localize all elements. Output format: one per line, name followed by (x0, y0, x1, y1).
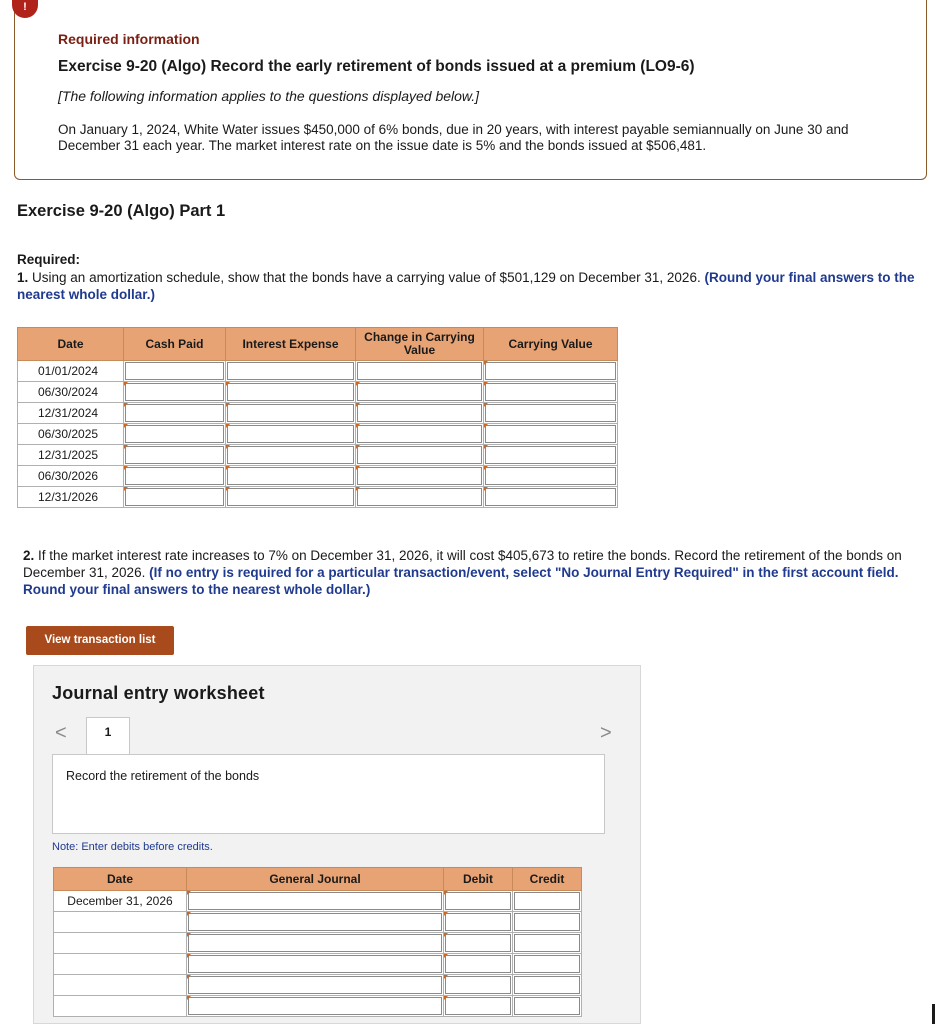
next-arrow-icon[interactable]: > (600, 722, 612, 744)
table-row (18, 466, 618, 487)
journal-date-cell (54, 933, 187, 954)
question-2-instruction: (If no entry is required for a particular transaction/event, select "No Journal Entry Required" in the first account field. Round your final answers to the nearest whole dollar.) (23, 565, 899, 597)
date-cell: 12/31/2024 (18, 403, 124, 424)
date-cell: 12/31/2026 (18, 487, 124, 508)
cash-paid-input[interactable] (124, 466, 226, 487)
date-cell: 01/01/2024 (18, 361, 124, 382)
credit-input[interactable] (513, 912, 582, 933)
credit-input[interactable] (513, 933, 582, 954)
col-header-change-in-carrying-value: Change in Carrying Value (356, 328, 484, 361)
journal-row (54, 975, 582, 996)
col-header-date: Date (18, 328, 124, 361)
journal-col-credit: Credit (513, 868, 582, 891)
interest-expense-input[interactable] (226, 424, 356, 445)
question-2 (23, 547, 903, 598)
question-1-instruction: (Round your final answers to the nearest whole dollar.) (17, 270, 915, 302)
journal-row (54, 996, 582, 1017)
cash-paid-input[interactable] (124, 403, 226, 424)
view-transaction-list-button[interactable]: View transaction list (26, 626, 174, 655)
account-select[interactable] (187, 975, 444, 996)
exercise-title: Exercise 9-20 (Algo) Record the early retirement of bonds issued at a premium (LO9-6) (58, 58, 695, 75)
table-row (18, 361, 618, 382)
change-carrying-value-input[interactable] (356, 403, 484, 424)
carrying-value-input[interactable] (484, 424, 618, 445)
question-1-number: 1. (17, 270, 29, 285)
interest-expense-input[interactable] (226, 382, 356, 403)
table-row (18, 424, 618, 445)
question-1 (17, 269, 917, 303)
change-carrying-value-input[interactable] (356, 361, 484, 382)
carrying-value-input[interactable] (484, 445, 618, 466)
amortization-schedule-table (17, 327, 618, 508)
entry-description-box (52, 754, 605, 834)
date-cell: 06/30/2024 (18, 382, 124, 403)
account-select[interactable] (187, 891, 444, 912)
change-carrying-value-input[interactable] (356, 487, 484, 508)
cash-paid-input[interactable] (124, 424, 226, 445)
interest-expense-input[interactable] (226, 487, 356, 508)
carrying-value-input[interactable] (484, 466, 618, 487)
date-cell: 06/30/2025 (18, 424, 124, 445)
following-info-note: [The following information applies to the questions displayed below.] (58, 88, 480, 104)
journal-row (54, 891, 582, 912)
debit-input[interactable] (444, 933, 513, 954)
required-label: Required: (17, 252, 81, 267)
table-row (18, 382, 618, 403)
table-row (18, 403, 618, 424)
credit-input[interactable] (513, 954, 582, 975)
journal-col-debit: Debit (444, 868, 513, 891)
journal-date-cell (54, 996, 187, 1017)
journal-date-cell (54, 954, 187, 975)
cash-paid-input[interactable] (124, 445, 226, 466)
journal-worksheet-title: Journal entry worksheet (52, 683, 265, 703)
table-row (18, 445, 618, 466)
col-header-cash-paid: Cash Paid (124, 328, 226, 361)
part-title: Exercise 9-20 (Algo) Part 1 (17, 202, 226, 220)
cash-paid-input[interactable] (124, 361, 226, 382)
credit-input[interactable] (513, 891, 582, 912)
carrying-value-input[interactable] (484, 361, 618, 382)
table-row (18, 487, 618, 508)
credit-input[interactable] (513, 975, 582, 996)
journal-row (54, 933, 582, 954)
col-header-interest-expense: Interest Expense (226, 328, 356, 361)
account-select[interactable] (187, 954, 444, 975)
journal-col-general-journal: General Journal (187, 868, 444, 891)
debits-before-credits-note: Note: Enter debits before credits. (52, 841, 213, 853)
carrying-value-input[interactable] (484, 382, 618, 403)
col-header-carrying-value: Carrying Value (484, 328, 618, 361)
journal-col-date: Date (54, 868, 187, 891)
cash-paid-input[interactable] (124, 382, 226, 403)
change-carrying-value-input[interactable] (356, 424, 484, 445)
scrollbar-thumb[interactable] (932, 1004, 935, 1024)
debit-input[interactable] (444, 996, 513, 1017)
debit-input[interactable] (444, 891, 513, 912)
question-2-text: If the market interest rate increases to 7% on December 31, 2026, it will cost $405,673 to retire the bonds. Record the retirement of the bonds on December 31, 2026. (23, 548, 902, 580)
date-cell: 06/30/2026 (18, 466, 124, 487)
entry-description-text: Record the retirement of the bonds (66, 769, 260, 783)
scenario-text: On January 1, 2024, White Water issues $450,000 of 6% bonds, due in 20 years, with interest payable semiannually on June 30 and December 31 each year. The market interest rate on the issue date is 5% and the bonds issued at $506,481. (58, 122, 849, 153)
journal-row (54, 954, 582, 975)
journal-date-cell (54, 912, 187, 933)
account-select[interactable] (187, 933, 444, 954)
change-carrying-value-input[interactable] (356, 445, 484, 466)
question-2-number: 2. (23, 548, 35, 563)
question-1-text: Using an amortization schedule, show that the bonds have a carrying value of $501,129 on December 31, 2026. (32, 270, 701, 285)
entry-tab-1[interactable]: 1 (86, 717, 130, 755)
change-carrying-value-input[interactable] (356, 466, 484, 487)
interest-expense-input[interactable] (226, 445, 356, 466)
debit-input[interactable] (444, 912, 513, 933)
debit-input[interactable] (444, 954, 513, 975)
cash-paid-input[interactable] (124, 487, 226, 508)
carrying-value-input[interactable] (484, 403, 618, 424)
journal-row (54, 912, 582, 933)
credit-input[interactable] (513, 996, 582, 1017)
general-journal-table (53, 867, 582, 1017)
change-carrying-value-input[interactable] (356, 382, 484, 403)
interest-expense-input[interactable] (226, 466, 356, 487)
alert-icon: ! (12, 0, 38, 18)
date-cell: 12/31/2025 (18, 445, 124, 466)
account-select[interactable] (187, 912, 444, 933)
required-information-label: Required information (58, 31, 200, 47)
account-select[interactable] (187, 996, 444, 1017)
interest-expense-input[interactable] (226, 361, 356, 382)
interest-expense-input[interactable] (226, 403, 356, 424)
prev-arrow-icon[interactable]: < (55, 722, 67, 744)
journal-date-cell (54, 975, 187, 996)
carrying-value-input[interactable] (484, 487, 618, 508)
journal-date-cell: December 31, 2026 (54, 891, 187, 912)
debit-input[interactable] (444, 975, 513, 996)
